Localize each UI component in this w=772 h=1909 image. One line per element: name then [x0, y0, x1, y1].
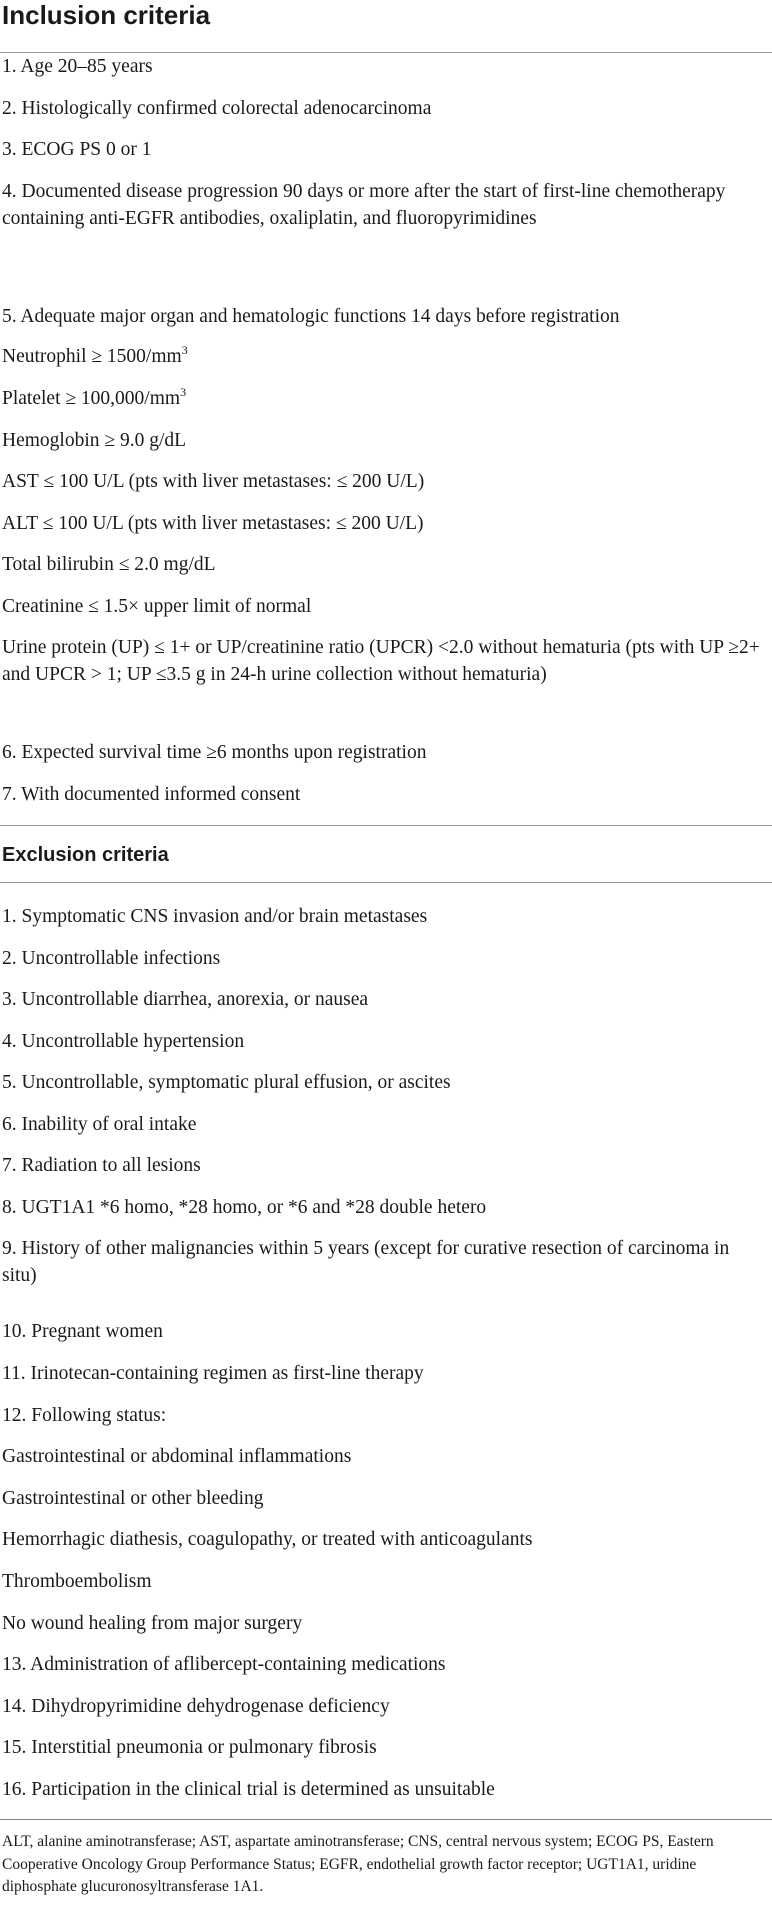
criteria-item [2, 1734, 767, 1761]
exclusion-header-rule [0, 882, 772, 883]
criteria-item [2, 1568, 767, 1595]
criteria-text: 6. Inability of oral intake [2, 1114, 197, 1135]
criteria-text: 3. Uncontrollable diarrhea, anorexia, or nausea [2, 989, 369, 1010]
criteria-text: No wound healing from major surgery [2, 1613, 303, 1634]
criteria-item [2, 781, 767, 808]
criteria-item [2, 1776, 767, 1803]
criteria-text: 1. Symptomatic CNS invasion and/or brain metastases [2, 906, 428, 927]
criteria-item [2, 1693, 767, 1720]
criteria-text: Gastrointestinal or other bleeding [2, 1488, 264, 1509]
criteria-item [2, 634, 767, 688]
criteria-item [2, 1318, 767, 1345]
criteria-text: 5. Uncontrollable, symptomatic plural effusion, or ascites [2, 1072, 451, 1093]
criteria-text: 9. History of other malignancies within 5 years (except for curative resection of carcinoma in situ) [2, 1238, 730, 1286]
criteria-item [2, 551, 767, 578]
superscript: 3 [181, 342, 188, 357]
criteria-text: Thromboembolism [2, 1571, 152, 1592]
criteria-text: 5. Adequate major organ and hematologic functions 14 days before registration [2, 306, 620, 327]
criteria-item [2, 986, 767, 1013]
criteria-text: 10. Pregnant women [2, 1321, 163, 1342]
criteria-item [2, 385, 767, 412]
criteria-item [2, 178, 767, 232]
criteria-text: 4. Documented disease progression 90 days or more after the start of first-line chemotherapy containing anti-EGFR antibodies, oxaliplatin, and fluoropyrimidines [2, 181, 726, 229]
criteria-item [2, 343, 767, 370]
criteria-item [2, 468, 767, 495]
superscript: 3 [180, 384, 187, 399]
criteria-text: Total bilirubin ≤ 2.0 mg/dL [2, 554, 216, 575]
criteria-text: Hemorrhagic diathesis, coagulopathy, or treated with anticoagulants [2, 1529, 533, 1550]
criteria-text: 12. Following status: [2, 1405, 167, 1426]
criteria-text: 6. Expected survival time ≥6 months upon registration [2, 742, 427, 763]
criteria-item [2, 1028, 767, 1055]
criteria-text: 7. With documented informed consent [2, 784, 301, 805]
criteria-item [2, 1360, 767, 1387]
criteria-item [2, 1610, 767, 1637]
exclusion-criteria-title: Exclusion criteria [2, 844, 169, 866]
criteria-text: 7. Radiation to all lesions [2, 1155, 201, 1176]
criteria-text: 3. ECOG PS 0 or 1 [2, 139, 152, 160]
criteria-item [2, 1526, 767, 1553]
criteria-text: 2. Histologically confirmed colorectal adenocarcinoma [2, 98, 432, 119]
criteria-text: Platelet ≥ 100,000/mm [2, 388, 181, 409]
criteria-item [2, 1235, 767, 1289]
criteria-text: 14. Dihydropyrimidine dehydrogenase deficiency [2, 1696, 390, 1717]
criteria-text: 4. Uncontrollable hypertension [2, 1031, 245, 1052]
criteria-item [2, 1402, 767, 1429]
criteria-item [2, 53, 767, 80]
criteria-item [2, 1069, 767, 1096]
criteria-text: AST ≤ 100 U/L (pts with liver metastases: ≤ 200 U/L) [2, 471, 425, 492]
criteria-text: 11. Irinotecan-containing regimen as first-line therapy [2, 1363, 424, 1384]
inclusion-criteria-title: Inclusion criteria [2, 0, 211, 30]
criteria-item [2, 739, 767, 766]
criteria-item [2, 1194, 767, 1221]
criteria-text: 1. Age 20–85 years [2, 56, 153, 77]
criteria-text: 15. Interstitial pneumonia or pulmonary fibrosis [2, 1737, 377, 1758]
table-bottom-rule [0, 1819, 772, 1820]
criteria-item [2, 945, 767, 972]
criteria-item [2, 1443, 767, 1470]
criteria-item [2, 95, 767, 122]
criteria-item [2, 903, 767, 930]
criteria-item [2, 1485, 767, 1512]
criteria-text: Neutrophil ≥ 1500/mm [2, 346, 182, 367]
criteria-item [2, 593, 767, 620]
criteria-item [2, 1651, 767, 1678]
criteria-text: 16. Participation in the clinical trial is determined as unsuitable [2, 1779, 495, 1800]
criteria-text: Gastrointestinal or abdominal inflammations [2, 1446, 352, 1467]
criteria-text: Hemoglobin ≥ 9.0 g/dL [2, 430, 187, 451]
criteria-item [2, 303, 767, 330]
criteria-item [2, 1111, 767, 1138]
abbreviations-footnote: ALT, alanine aminotransferase; AST, aspartate aminotransferase; CNS, central nervous system; ECOG PS, Eastern Cooperative Oncology Group Performance Status; EGFR, endothelial growth factor receptor; UGT1A1, uridine diphosphate glucuronosyltransferase 1A1. [2, 1833, 714, 1895]
criteria-item [2, 510, 767, 537]
criteria-text: 13. Administration of aflibercept-containing medications [2, 1654, 446, 1675]
criteria-item [2, 427, 767, 454]
criteria-text: Urine protein (UP) ≤ 1+ or UP/creatinine ratio (UPCR) <2.0 without hematuria (pts with UP ≥2+ and UPCR > 1; UP ≤3.5 g in 24-h urine collection without hematuria) [2, 637, 760, 685]
criteria-text: ALT ≤ 100 U/L (pts with liver metastases: ≤ 200 U/L) [2, 513, 424, 534]
criteria-text: 2. Uncontrollable infections [2, 948, 221, 969]
criteria-text: Creatinine ≤ 1.5× upper limit of normal [2, 596, 312, 617]
criteria-item [2, 136, 767, 163]
section-divider-rule [0, 825, 772, 826]
criteria-text: 8. UGT1A1 *6 homo, *28 homo, or *6 and *28 double hetero [2, 1197, 487, 1218]
criteria-item [2, 1152, 767, 1179]
